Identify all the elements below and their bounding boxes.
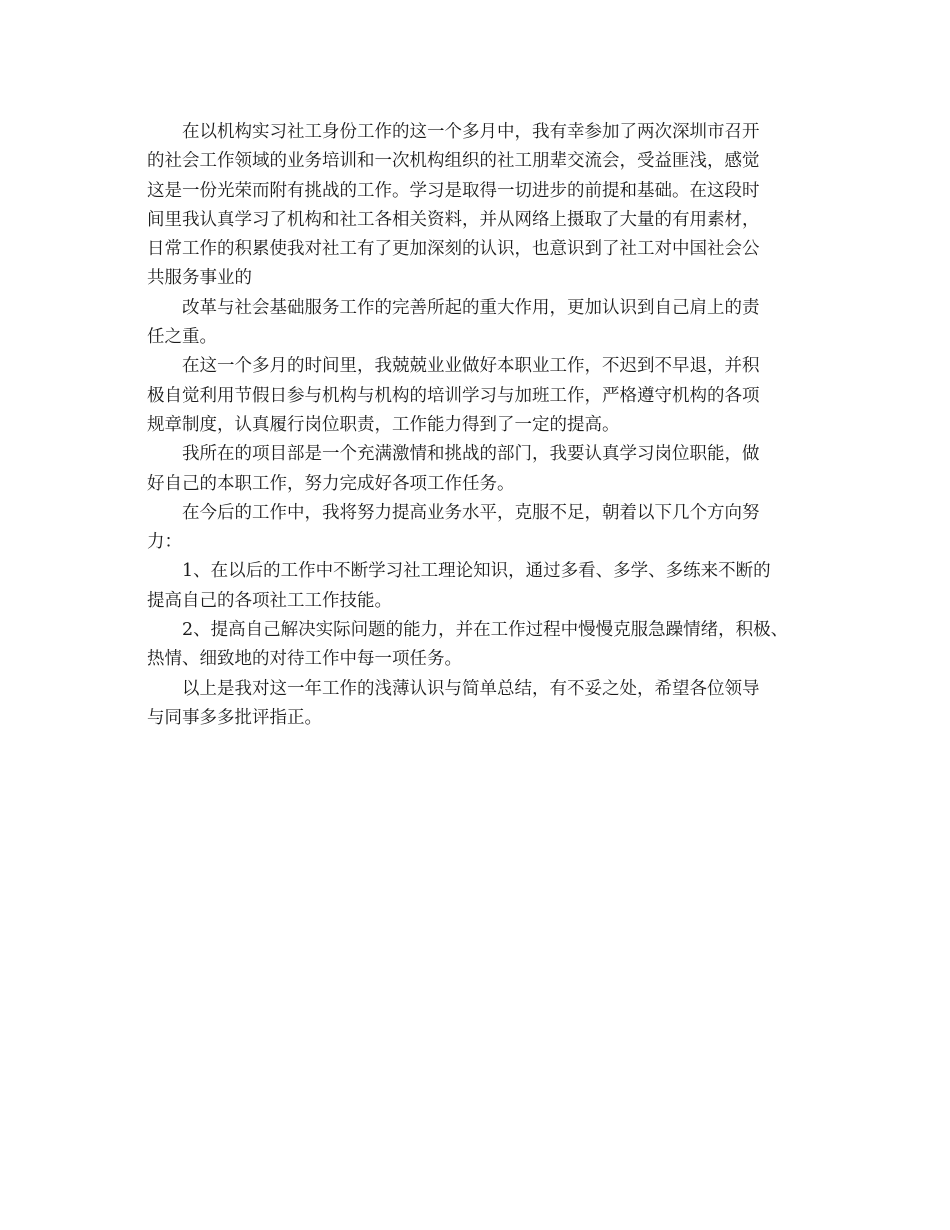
text-line: 提高自己的各项社工工作技能。 (147, 590, 392, 611)
text-line: 以上是我对这一年工作的浅薄认识与简单总结，有不妥之处，希望各位领导 (182, 678, 760, 699)
text-line: 改革与社会基础服务工作的完善所起的重大作用，更加认识到自己肩上的责 (182, 297, 760, 318)
document-body (147, 118, 817, 733)
text-line: 1、在以后的工作中不断学习社工理论知识，通过多看、多学、多练来不断的 (182, 561, 771, 582)
text-line: 在以机构实习社工身份工作的这一个多月中，我有幸参加了两次深圳市召开 (182, 122, 760, 142)
text-line: 好自己的本职工作，努力完成好各项工作任务。 (147, 473, 515, 494)
text-line: 2、提高自己解决实际问题的能力，并在工作过程中慢慢克服急躁情绪，积极、 (182, 620, 789, 641)
text-line: 力： (147, 532, 182, 553)
text-line: 间里我认真学习了机构和社工各相关资料，并从网络上摄取了大量的有用素材， (147, 209, 760, 230)
text-line: 热情、细致地的对待工作中每一项任务。 (147, 649, 462, 670)
text-line: 这是一份光荣而附有挑战的工作。学习是取得一切进步的前提和基础。在这段时 (147, 180, 760, 201)
text-line: 我所在的项目部是一个充满激情和挑战的部门，我要认真学习岗位职能，做 (182, 444, 760, 465)
text-line: 共服务事业的 (147, 268, 252, 289)
text-line: 规章制度，认真履行岗位职责，工作能力得到了一定的提高。 (147, 414, 620, 435)
text-line: 与同事多多批评指正。 (147, 707, 322, 728)
text-line: 极自觉利用节假日参与机构与机构的培训学习与加班工作，严格遵守机构的各项 (147, 385, 760, 406)
text-line: 任之重。 (147, 327, 217, 348)
text-line: 在今后的工作中，我将努力提高业务水平，克服不足，朝着以下几个方向努 (182, 502, 760, 523)
text-line: 的社会工作领域的业务培训和一次机构组织的社工朋辈交流会，受益匪浅，感觉 (147, 151, 760, 172)
text-line: 日常工作的积累使我对社工有了更加深刻的认识，也意识到了社工对中国社会公 (147, 239, 760, 260)
text-line: 在这一个多月的时间里，我兢兢业业做好本职业工作，不迟到不早退，并积 (182, 356, 760, 377)
